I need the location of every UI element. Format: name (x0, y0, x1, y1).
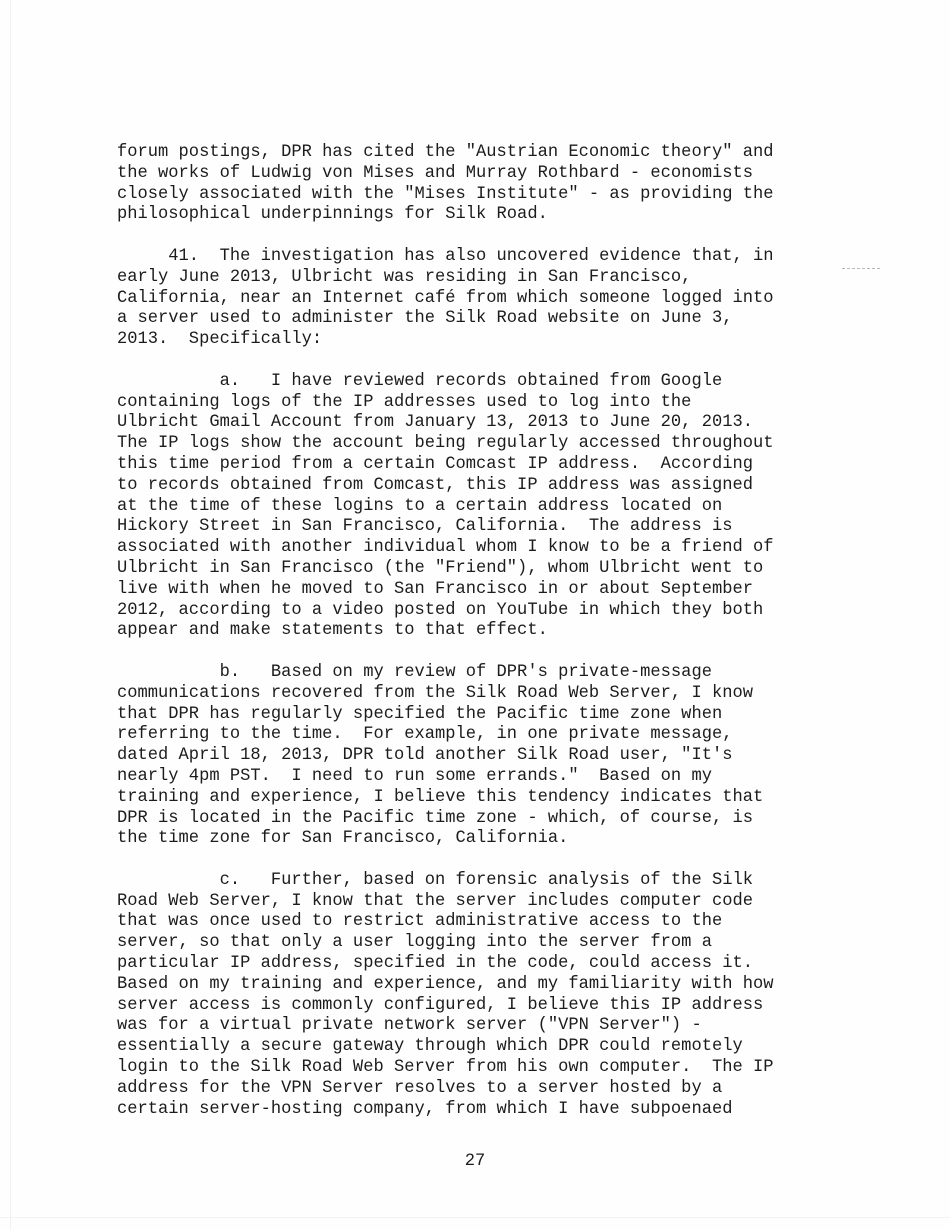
text-line: referring to the time. For example, in one private message, (117, 725, 733, 745)
text-line: the works of Ludwig von Mises and Murray Rothbard - economists (117, 163, 753, 183)
document-body (117, 143, 847, 1120)
text-line: b. Based on my review of DPR's private-message (117, 662, 712, 682)
text-line: communications recovered from the Silk Road Web Server, I know (117, 683, 753, 703)
text-line: training and experience, I believe this tendency indicates that (117, 787, 764, 807)
text-line: essentially a secure gateway through which DPR could remotely (117, 1037, 743, 1057)
paragraph-intro (117, 143, 847, 226)
paragraph-gap (117, 226, 847, 247)
text-line: Based on my training and experience, and my familiarity with how (117, 974, 774, 994)
text-line: a. I have reviewed records obtained from Google (117, 371, 723, 391)
text-line: nearly 4pm PST. I need to run some errands." Based on my (117, 766, 712, 786)
text-line: that DPR has regularly specified the Pacific time zone when (117, 704, 723, 724)
text-line: address for the VPN Server resolves to a server hosted by a (117, 1078, 723, 1098)
text-line: The IP logs show the account being regularly accessed throughout (117, 434, 774, 454)
text-line: c. Further, based on forensic analysis of the Silk (117, 870, 753, 890)
paragraph-gap (117, 351, 847, 372)
text-line: Ulbricht in San Francisco (the "Friend"), whom Ulbricht went to (117, 558, 764, 578)
text-line: 2013. Specifically: (117, 330, 323, 350)
text-line: early June 2013, Ulbricht was residing in San Francisco, (117, 267, 692, 287)
paragraph-41 (117, 247, 847, 351)
text-line: at the time of these logins to a certain address located on (117, 496, 723, 516)
page-number: 27 (464, 1152, 486, 1171)
text-line: live with when he moved to San Francisco in or about September (117, 579, 753, 599)
text-line: containing logs of the IP addresses used to log into the (117, 392, 692, 412)
paragraph-gap (117, 850, 847, 871)
text-line: DPR is located in the Pacific time zone - which, of course, is (117, 808, 753, 828)
paragraph-gap (117, 642, 847, 663)
text-line: 41. The investigation has also uncovered evidence that, in (117, 246, 774, 266)
text-line: server access is commonly configured, I believe this IP address (117, 995, 764, 1015)
text-line: Road Web Server, I know that the server includes computer code (117, 891, 753, 911)
text-line: particular IP address, specified in the code, could access it. (117, 954, 753, 974)
text-line: California, near an Internet café from which someone logged into (117, 288, 774, 308)
text-line: certain server-hosting company, from which I have subpoenaed (117, 1099, 733, 1119)
text-line: server, so that only a user logging into the server from a (117, 933, 712, 953)
text-line: the time zone for San Francisco, California. (117, 829, 569, 849)
text-line: forum postings, DPR has cited the "Austrian Economic theory" and (117, 143, 774, 162)
text-line: to records obtained from Comcast, this IP address was assigned (117, 475, 753, 495)
scan-edge-left (10, 0, 11, 1230)
text-line: was for a virtual private network server ("VPN Server") - (117, 1016, 702, 1036)
text-line: login to the Silk Road Web Server from his own computer. The IP (117, 1058, 774, 1078)
text-line: Ulbricht Gmail Account from January 13, 2013 to June 20, 2013. (117, 413, 753, 433)
stray-scan-mark (842, 268, 880, 270)
text-line: Hickory Street in San Francisco, California. The address is (117, 517, 733, 537)
scan-edge-bottom (0, 1217, 950, 1218)
text-line: 2012, according to a video posted on YouTube in which they both (117, 600, 764, 620)
text-line: that was once used to restrict administrative access to the (117, 912, 723, 932)
text-line: philosophical underpinnings for Silk Road. (117, 205, 548, 225)
paragraph-b (117, 663, 847, 850)
text-line: associated with another individual whom I know to be a friend of (117, 538, 774, 558)
text-line: dated April 18, 2013, DPR told another Silk Road user, "It's (117, 746, 733, 766)
text-line: appear and make statements to that effect. (117, 621, 548, 641)
paragraph-c (117, 871, 847, 1121)
text-line: a server used to administer the Silk Road website on June 3, (117, 309, 733, 329)
text-line: this time period from a certain Comcast IP address. According (117, 454, 753, 474)
paragraph-a (117, 372, 847, 642)
text-line: closely associated with the "Mises Institute" - as providing the (117, 184, 774, 204)
